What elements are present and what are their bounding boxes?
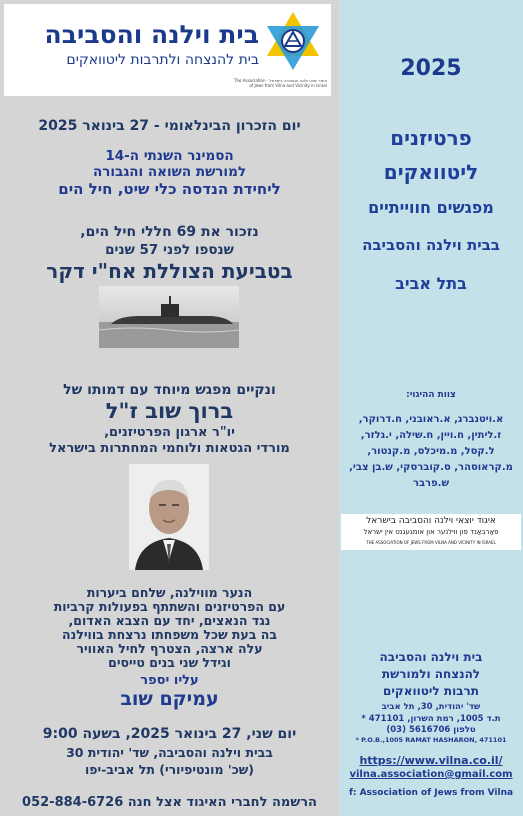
bio-line: בה בעת שכל משפחתו נרצחת בווילנה: [62, 627, 277, 642]
bio-line: עם הפרטיזנים והשתתף בפעולות קרביות: [53, 599, 286, 614]
contact-po-box: ת.ד 1005, רמת השרון, 471101 *: [361, 714, 501, 724]
speaker-name: עמיקם שוב: [120, 688, 219, 710]
star-of-david-logo-icon: [261, 10, 325, 72]
assoc-hebrew: איגוד יוצאי וילנה והסביבה בישראל: [366, 516, 496, 526]
email-link[interactable]: vilna.association@gmail.com: [349, 769, 513, 780]
portrait-image: [129, 464, 209, 570]
logo-banner: [4, 4, 331, 96]
team-heading: צוות ההיגוי:: [406, 390, 456, 400]
facebook-link[interactable]: f: Association of Jews from Vilna: [348, 788, 514, 798]
bio-line: וגידל שני בנים טייסים: [108, 655, 231, 670]
sidebar-subtitle: מפגשים חווייתיים: [368, 198, 494, 217]
event-when: יום שני, 27 בינואר 2025, בשעה 9:00: [42, 726, 297, 742]
assoc-english: THE ASSOCIATION OF JEWS FROM VILNA AND VICINITY IN ISRAEL: [366, 540, 496, 545]
contact-po-box-english: * P.O.B.,1005 RAMAT HASHARON, 471101: [355, 736, 507, 744]
memorial-line-3: בטביעת הצוללת אח"י דקר: [46, 259, 293, 283]
logo-fine-print: איגוד יוצאי וילנה והסביבה בישראל · The Association of Jews from Vilna and Vicinity in Israel: [234, 78, 327, 88]
honoree-role-2: מורדי הגטאות ולוחמי המחתרות בישראל: [49, 441, 290, 456]
sidebar-title-line-2: ליטוואקים: [383, 160, 479, 184]
logo-subtitle: בית להנצחה ולתרבות ליטוואקים: [66, 52, 259, 68]
sidebar-place-line-2: בתל אביב: [395, 274, 467, 293]
submarine-image: [99, 286, 239, 348]
team-members: א.ויטנברג, א.ראובני, ח.דרוקר, ז.ליתין, ח.ויין, ח.שילה, י.גלזר, ל.קסל, מ.מיכלס, מ.קנטור, מ.קראוסהר, ס.קוברסקי, ש.בן צבי, ש.פרבר: [349, 414, 513, 489]
bio-line: נגד הנאצים, יחד עם הצבא האדום,: [68, 613, 271, 628]
seminar-line-2: למורשת השואה והגבורה: [92, 164, 246, 180]
contact-line-3: תרבות ליטוואקים: [383, 684, 479, 698]
contact-line-1: בית וילנה והסביבה: [379, 650, 483, 664]
bio-line: הנער מווילנה, שלחם ביערות: [86, 585, 253, 600]
website-link[interactable]: https://www.vilna.co.il/: [359, 754, 503, 767]
contact-address: שד' יהודית, 30, תל אביב: [381, 702, 481, 712]
event-where-area: (שכ' מונטיפיורי) תל אביב-יפו: [85, 762, 254, 777]
memorial-line-2: שנספו לפני 57 שנים: [105, 242, 234, 258]
sidebar-year: 2025: [400, 56, 462, 81]
memorial-line-1: נזכור את 69 חללי חיל הים,: [80, 224, 259, 240]
logo-title: בית וילנה והסביבה: [44, 20, 259, 49]
contact-phone: טלפון 5616706 (03): [386, 725, 476, 735]
assoc-yiddish: פאַרבאַנד פון ווילנער און אומגעגנט אין ישׂראל: [363, 528, 499, 536]
honoree-name: ברוך שוב ז"ל: [105, 399, 234, 423]
seminar-line-1: הסמינר השנתי ה-14: [105, 148, 234, 164]
meeting-line: ונקיים מפגש מיוחד עם דמותו של: [63, 382, 276, 398]
honoree-portrait: [129, 464, 209, 570]
event-where: בבית וילנה והסביבה, שד' יהודית 30: [66, 745, 273, 760]
seminar-line-3: ליחידת הנדסה כלי שיט, חיל הים: [58, 180, 281, 198]
bio-line: עלה ארצה, הצטרף לחיל האוויר: [76, 641, 263, 656]
sidebar-place-line-1: בבית וילנה והסביבה: [362, 236, 500, 254]
association-banner: [341, 514, 521, 550]
event-date-heading: יום הזכרון הבינלאומי - 27 בינואר 2025: [38, 118, 301, 134]
submarine-photo: [99, 286, 239, 348]
registration-info: הרשמה לחברי האיגוד אצל חנה 052-884-6726: [22, 795, 317, 810]
speaker-intro: עליו יספר: [140, 673, 199, 688]
honoree-role-1: יו"ר ארגון הפרטיזנים,: [104, 425, 235, 440]
sidebar-title-line-1: פרטיזנים: [390, 126, 472, 150]
sidebar: [339, 0, 523, 816]
contact-line-2: להנצחה ולמורשת: [381, 667, 481, 681]
